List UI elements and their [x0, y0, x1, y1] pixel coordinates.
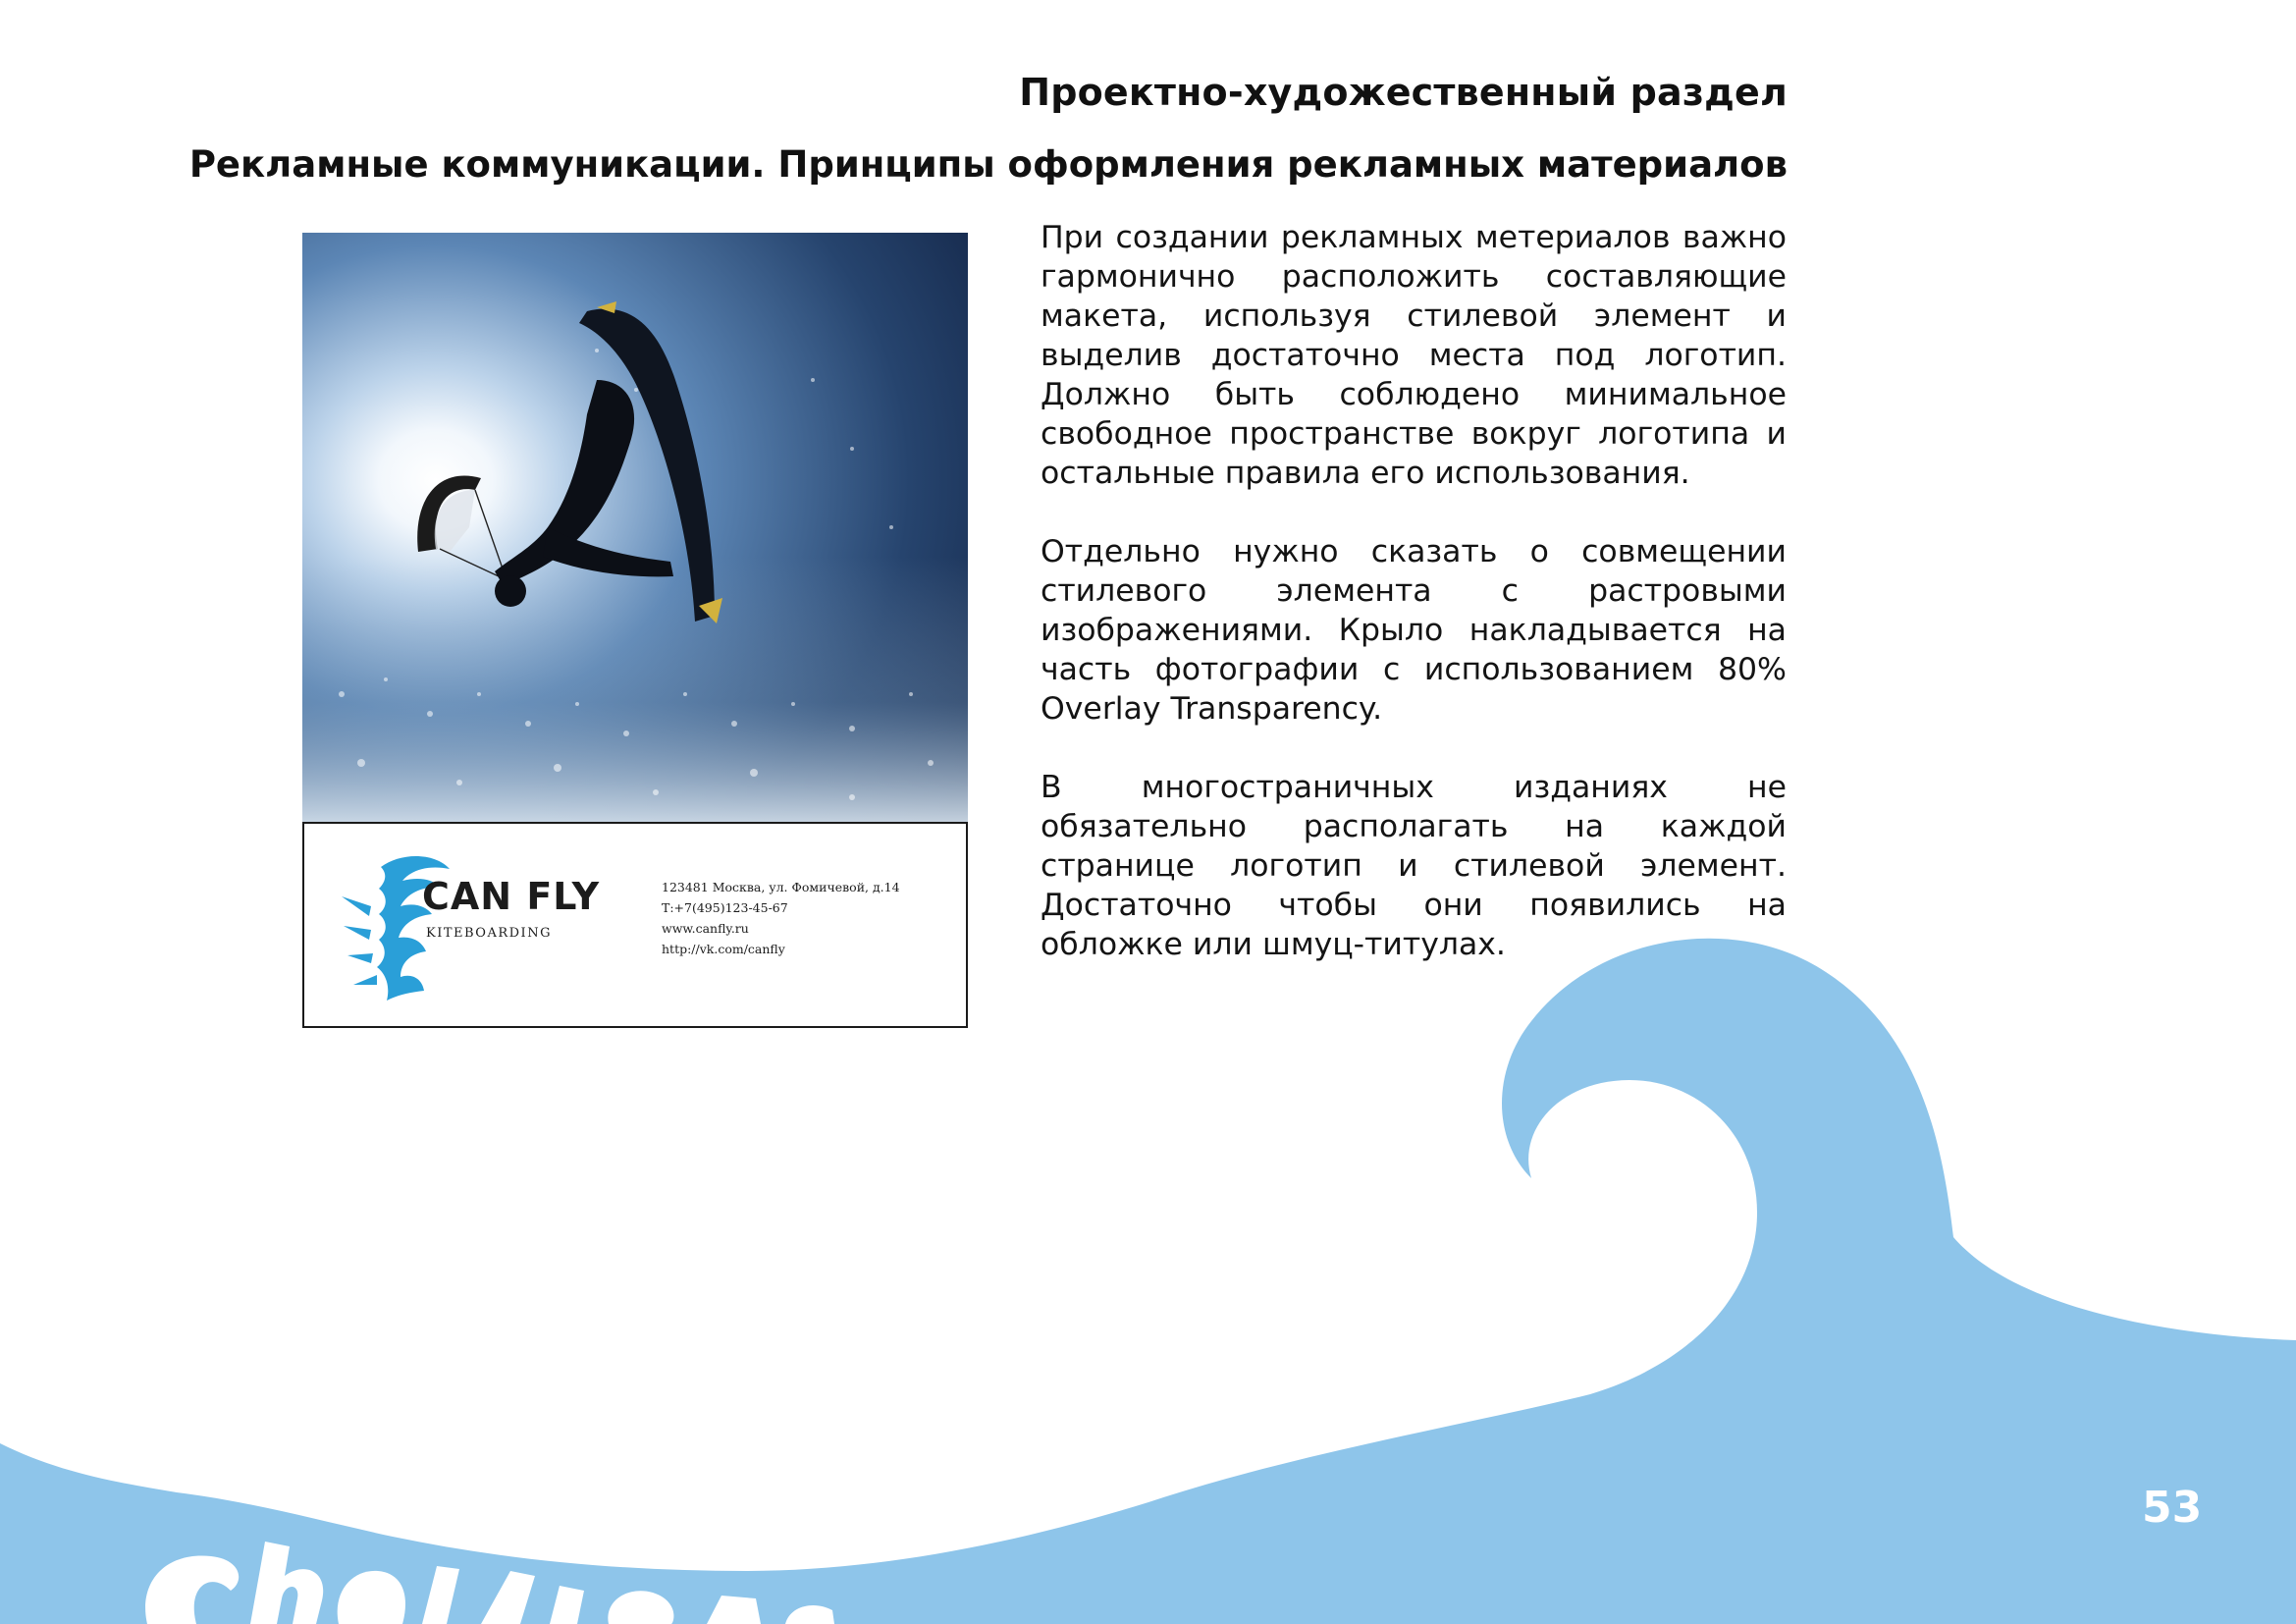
contact-phone: Т:+7(495)123-45-67 — [662, 900, 788, 915]
body-text — [1041, 218, 1787, 1003]
contact-social[interactable]: http://vk.com/canfly — [662, 942, 785, 956]
logo-subtitle: KITEBOARDING — [426, 926, 552, 941]
ad-sample — [302, 233, 968, 1028]
page-number: 53 — [2142, 1483, 2203, 1533]
contact-block — [662, 877, 900, 959]
ad-card — [302, 822, 968, 1028]
contact-address: 123481 Москва, ул. Фомичевой, д.14 — [662, 880, 900, 894]
section-title: Проектно-художественный раздел — [1019, 71, 1788, 114]
kiteboarder-photo — [302, 233, 968, 822]
paragraph: При создании рекламных метериалов важно гармонично расположить составляющие макета, используя стилевой элемент и выделив достаточно места под логотип. Должно быть соблюдено минимальное свободное пространстве вокруг логотипа и остальные правила его использования. — [1041, 220, 1787, 491]
paragraph: В многостраничных изданиях не обязательно располагать на каждой странице логотип и стилевой элемент. Достаточно чтобы они появились на обложке или шмуц-титулах. — [1041, 770, 1787, 962]
page-heading: Рекламные коммуникации. Принципы оформления рекламных материалов — [188, 143, 1788, 186]
paragraph: Отдельно нужно сказать о совмещении стилевого элемента с растровыми изображениями. Крыло накладывается на часть фотографии с использованием 80% Overlay Transparency. — [1041, 534, 1787, 727]
contact-website[interactable]: www.canfly.ru — [662, 921, 749, 936]
logo-name: CAN FLY — [422, 875, 601, 918]
